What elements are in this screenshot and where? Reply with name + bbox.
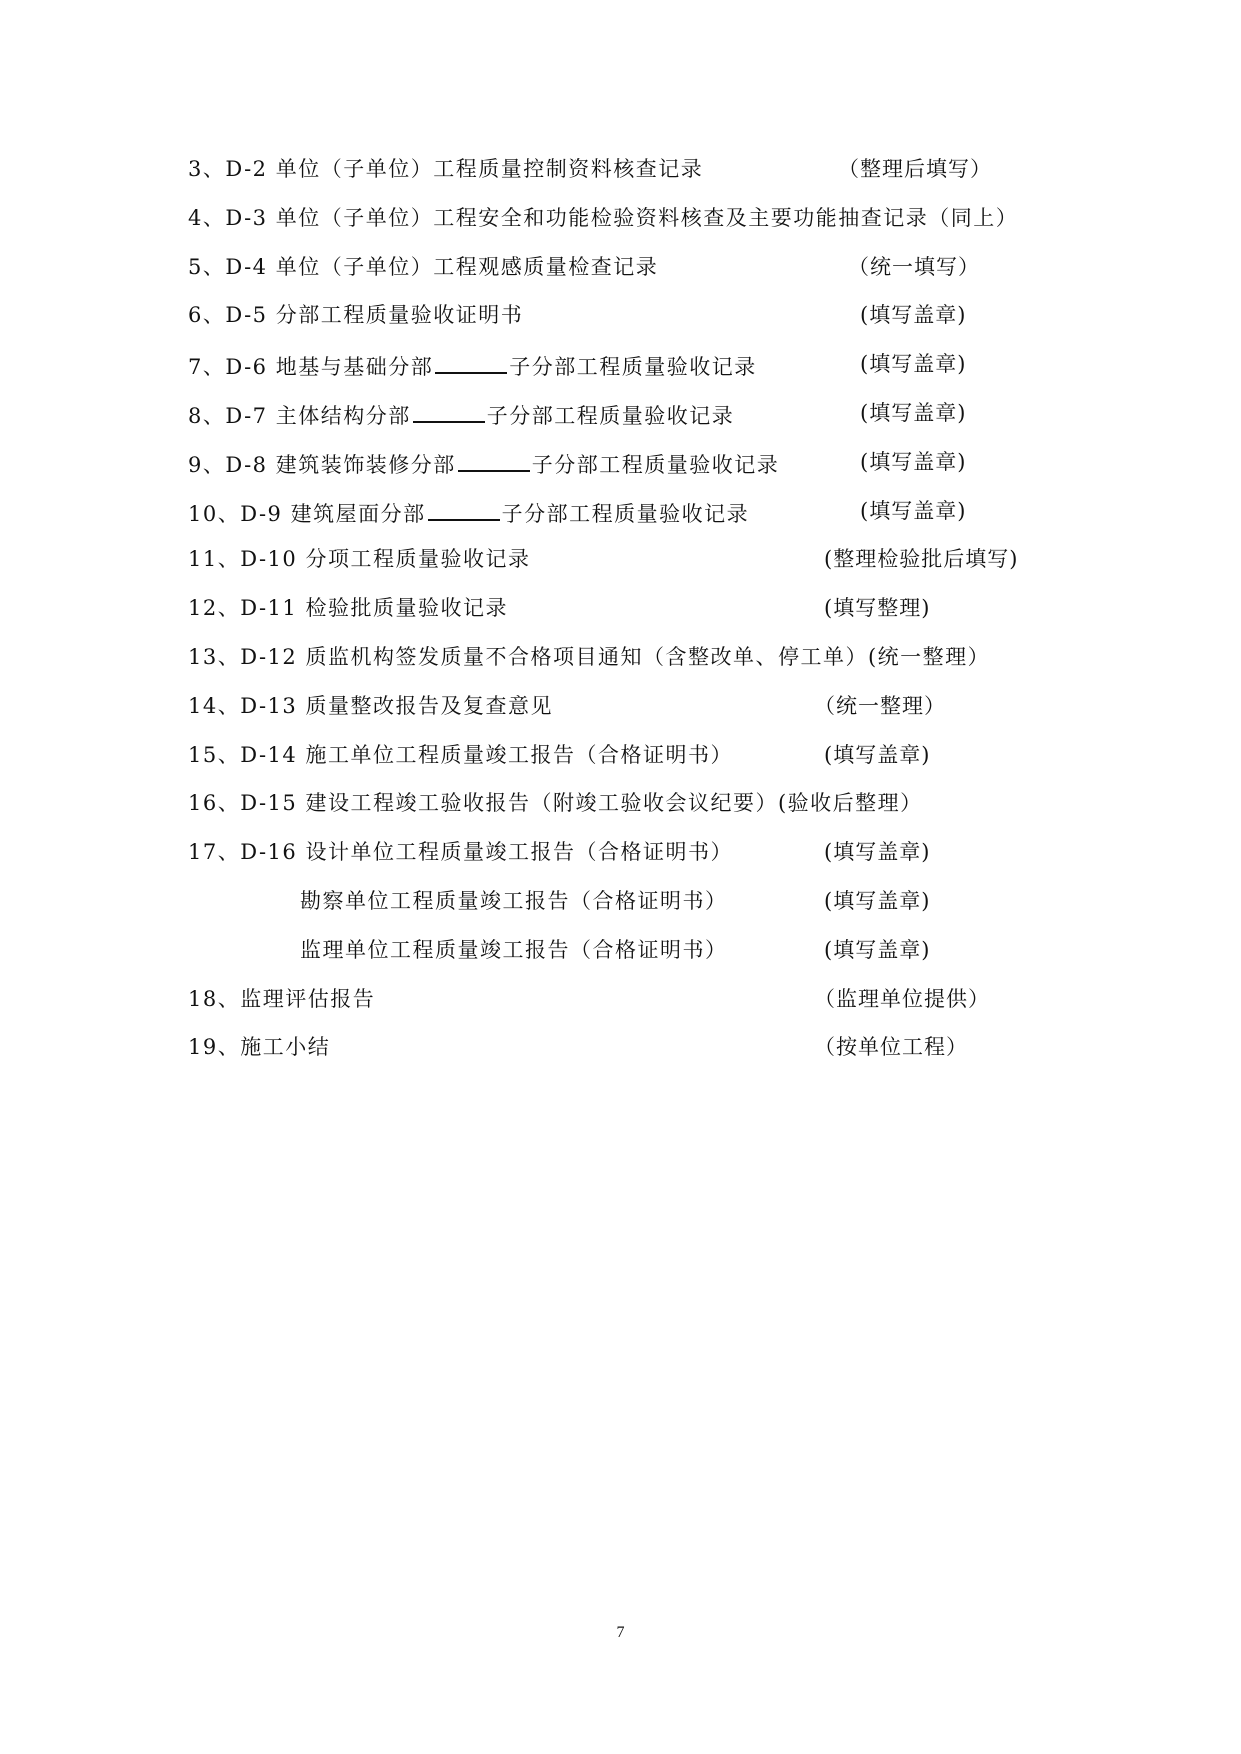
list-item: [188, 838, 1108, 887]
item-note: （监理单位提供）: [814, 986, 990, 1011]
item-text-pre: 7、D-6 地基与基础分部: [188, 355, 434, 380]
item-text: 13、D-12 质监机构签发质量不合格项目通知（含整改单、停工单）(统一整理）: [188, 644, 991, 669]
document-list: [188, 155, 1108, 1082]
item-note: (填写盖章): [824, 742, 931, 767]
fill-in-blank: [435, 350, 507, 374]
item-text: 16、D-15 建设工程竣工验收报告（附竣工验收会议纪要）(验收后整理）: [188, 791, 923, 816]
item-note: (填写盖章): [860, 303, 967, 328]
item-note: （按单位工程）: [814, 1035, 968, 1060]
item-text: 15、D-14 施工单位工程质量竣工报告（合格证明书）: [188, 742, 733, 767]
fill-in-blank: [428, 497, 500, 521]
item-text: 14、D-13 质量整改报告及复查意见: [188, 693, 553, 718]
list-item: [188, 985, 1108, 1034]
list-item: [188, 350, 1108, 399]
item-note: (填写盖章): [860, 449, 967, 474]
item-note: (填写盖章): [824, 937, 931, 962]
list-item: [188, 448, 1108, 497]
list-item: [188, 789, 1108, 838]
list-item: [188, 1033, 1108, 1082]
item-text-pre: 8、D-7 主体结构分部: [188, 403, 411, 428]
list-item: [188, 643, 1108, 692]
item-text: [188, 399, 734, 430]
item-text: 11、D-10 分项工程质量验收记录: [188, 547, 531, 572]
item-note: (填写盖章): [860, 352, 967, 377]
item-text: 17、D-16 设计单位工程质量竣工报告（合格证明书）: [188, 840, 733, 865]
list-item: [188, 594, 1108, 643]
list-item: [188, 545, 1108, 594]
item-note: (填写整理): [824, 596, 931, 621]
item-text: [188, 497, 749, 528]
list-item: [188, 155, 1108, 204]
item-text-pre: 9、D-8 建筑装饰装修分部: [188, 452, 456, 477]
item-text-pre: 10、D-9 建筑屋面分部: [188, 501, 426, 526]
item-text-post: 子分部工程质量验收记录: [501, 501, 750, 526]
item-text: 19、施工小结: [188, 1035, 331, 1060]
item-text: 监理单位工程质量竣工报告（合格证明书）: [300, 937, 728, 962]
item-note: (填写盖章): [860, 498, 967, 523]
list-item: [188, 497, 1108, 546]
list-item: [188, 399, 1108, 448]
item-note: (填写盖章): [824, 840, 931, 865]
item-note: (填写盖章): [860, 400, 967, 425]
item-text: [188, 350, 757, 381]
item-text: 18、监理评估报告: [188, 986, 376, 1011]
list-item: [188, 936, 1108, 985]
item-note: （整理后填写）: [838, 157, 992, 181]
item-text: 6、D-5 分部工程质量验收证明书: [188, 303, 524, 328]
item-text: 4、D-3 单位（子单位）工程安全和功能检验资料核查及主要功能抽查记录（同上）: [188, 205, 1019, 230]
list-item: [188, 301, 1108, 350]
item-note: （统一整理）: [814, 693, 946, 718]
page-number: 7: [616, 1624, 625, 1641]
item-text: 3、D-2 单位（子单位）工程质量控制资料核查记录: [188, 157, 704, 181]
item-text-post: 子分部工程质量验收记录: [531, 452, 780, 477]
list-item: [188, 204, 1108, 253]
fill-in-blank: [413, 399, 485, 423]
item-note: (整理检验批后填写): [824, 547, 1019, 572]
item-note: （统一填写）: [848, 254, 980, 279]
item-text-post: 子分部工程质量验收记录: [509, 355, 757, 380]
list-item: [188, 741, 1108, 790]
fill-in-blank: [458, 448, 530, 472]
item-text: 5、D-4 单位（子单位）工程观感质量检查记录: [188, 254, 659, 279]
item-note: (填写盖章): [824, 888, 931, 913]
item-text: 勘察单位工程质量竣工报告（合格证明书）: [300, 888, 728, 913]
item-text-post: 子分部工程质量验收记录: [486, 403, 735, 428]
list-item: [188, 887, 1108, 936]
item-text: 12、D-11 检验批质量验收记录: [188, 596, 508, 621]
item-text: [188, 448, 779, 479]
list-item: [188, 692, 1108, 741]
list-item: [188, 253, 1108, 302]
